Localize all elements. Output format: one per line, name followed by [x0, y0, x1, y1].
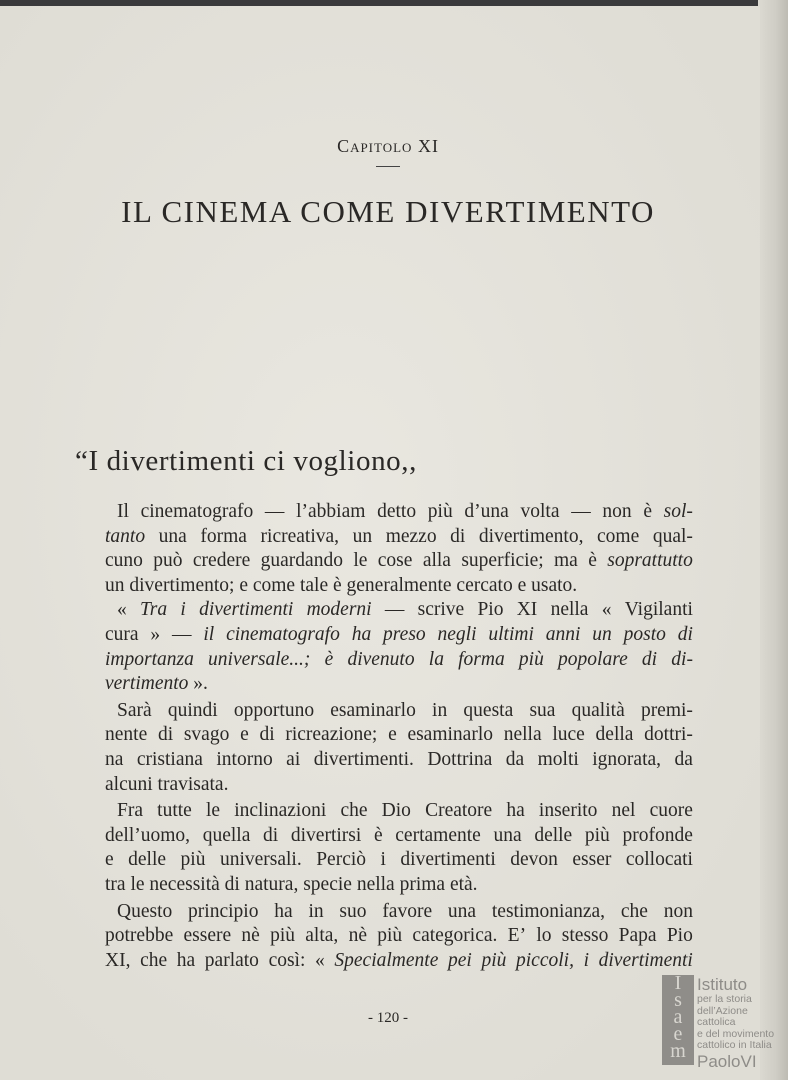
word: i: [380, 849, 386, 871]
text-line: [105, 873, 693, 898]
word: di: [224, 873, 245, 895]
word: da: [505, 748, 525, 770]
word: il: [203, 623, 215, 645]
text-line: [105, 672, 693, 697]
text-line: [105, 723, 693, 748]
word: —: [384, 599, 405, 621]
word: d’una: [464, 501, 509, 522]
word: dottri-: [644, 724, 693, 746]
watermark-line: dell’Azione cattolica: [697, 1004, 748, 1028]
word: come: [252, 574, 300, 596]
word: XI,: [105, 949, 131, 971]
word: una: [447, 900, 477, 922]
word: cinematografo: [140, 501, 254, 522]
word: l’abbiam: [296, 501, 366, 522]
word: e: [240, 724, 249, 746]
word: è: [588, 550, 597, 572]
word: categorica.: [412, 925, 498, 947]
word: ha: [506, 800, 525, 822]
word: Tra: [140, 599, 168, 621]
word: guardando: [260, 550, 343, 572]
word: nente: [105, 724, 148, 746]
word: che: [340, 800, 368, 822]
word: nella: [503, 724, 542, 746]
word: «: [601, 599, 612, 621]
word: generalmente: [346, 574, 457, 596]
word: anni: [545, 623, 581, 645]
word: ha: [274, 900, 293, 922]
word: di: [677, 623, 693, 645]
word: tale: [299, 574, 333, 596]
word: in: [432, 699, 448, 721]
word: soprattutto: [607, 550, 693, 572]
watermark-logo: [662, 972, 788, 1071]
word: un: [592, 623, 612, 645]
watermark-text: [697, 975, 788, 1071]
word: più: [427, 501, 453, 522]
word: e: [517, 574, 532, 596]
word: lo: [536, 925, 552, 947]
word: un: [105, 574, 130, 596]
word: può: [153, 550, 183, 572]
word: ai: [286, 748, 301, 770]
word: quindi: [167, 699, 218, 721]
word: »: [150, 623, 161, 645]
text-line: [105, 598, 693, 623]
word: e: [239, 574, 253, 596]
word: Dottrina: [427, 748, 493, 770]
word: credere: [192, 550, 251, 572]
word: divertirsi: [290, 824, 362, 846]
word: negli: [437, 623, 477, 645]
word: divertimenti: [400, 849, 496, 871]
word: e: [105, 849, 114, 871]
text-line: [105, 500, 693, 525]
word: più: [270, 925, 295, 947]
word: più: [481, 949, 507, 971]
word: stesso: [561, 925, 609, 947]
word: Pio: [666, 925, 693, 947]
word: «: [117, 599, 127, 621]
word: divenuto: [347, 648, 415, 670]
word: non: [602, 501, 632, 522]
text-line: [105, 900, 693, 925]
word: sua: [529, 699, 556, 721]
word: Papa: [618, 925, 657, 947]
word: certamente: [395, 824, 481, 846]
word: cura: [105, 623, 139, 645]
word: collocati: [625, 849, 693, 871]
word: essere: [183, 925, 232, 947]
isacem-mark: I s a e m: [662, 975, 694, 1065]
word: della: [595, 724, 634, 746]
word: che: [140, 949, 168, 971]
word: cristiana: [136, 748, 203, 770]
word: che: [620, 900, 648, 922]
word: parlato: [204, 949, 259, 971]
chapter-label: Capitolo XI: [337, 136, 439, 156]
word: premi-: [640, 699, 693, 721]
text-line: [105, 623, 693, 648]
word: di: [263, 824, 279, 846]
word: suo: [339, 900, 367, 922]
text-line: [105, 949, 693, 974]
word: «: [315, 949, 325, 971]
text-line: [105, 799, 693, 824]
word: ma: [554, 550, 578, 572]
word: cinematografo: [226, 623, 340, 645]
word: divertimento,: [478, 525, 584, 547]
word: ha: [176, 949, 196, 971]
word: è: [332, 574, 347, 596]
watermark-line: Istituto: [697, 975, 748, 994]
word: testimonianza,: [491, 900, 606, 922]
word: esaminarlo: [407, 724, 493, 746]
word: specie: [303, 873, 357, 895]
chapter-title: IL CINEMA COME DIVERTIMENTO: [121, 194, 655, 229]
word: ricreazione;: [285, 724, 378, 746]
word: è: [643, 501, 652, 522]
word: è: [373, 824, 383, 846]
word: una: [493, 824, 522, 846]
word: come: [597, 525, 640, 547]
word: la: [428, 648, 444, 670]
word: necessità: [149, 873, 225, 895]
word: alcuni: [105, 773, 158, 795]
word: dell’uomo,: [105, 824, 191, 846]
word: forma: [200, 525, 247, 547]
word: cuno: [105, 550, 143, 572]
word: favore: [382, 900, 433, 922]
text-line: [105, 924, 693, 949]
word: nella: [550, 599, 589, 621]
page-number: - 120 -: [368, 1010, 408, 1026]
word: Fra: [117, 800, 143, 822]
word: qualità: [571, 699, 625, 721]
word: na: [105, 748, 124, 770]
text-line: [105, 824, 693, 849]
word: moderni: [306, 599, 372, 621]
word: di-: [671, 648, 693, 670]
word: tanto: [105, 525, 146, 547]
word: sol-: [663, 501, 693, 522]
word: forma: [458, 648, 505, 670]
word: di: [157, 724, 174, 746]
word: tutte: [157, 800, 192, 822]
word: questa: [463, 699, 514, 721]
word: alta,: [305, 925, 339, 947]
word: Il: [117, 501, 129, 522]
word: e: [388, 724, 397, 746]
text-line: [105, 699, 693, 724]
word: divertimenti.: [313, 748, 414, 770]
word: ha: [351, 623, 372, 645]
word: età.: [449, 873, 483, 895]
word: cercato: [456, 574, 518, 596]
word: principio: [188, 900, 259, 922]
word: più: [377, 925, 403, 947]
word: non: [663, 900, 693, 922]
word: inclinazioni: [234, 800, 327, 822]
word: universali.: [219, 849, 302, 871]
text-line: [105, 574, 693, 599]
word: quella: [202, 824, 251, 846]
word: delle: [128, 849, 167, 871]
word: ignorata,: [592, 748, 662, 770]
chapter-divider: [376, 166, 400, 167]
word: Vigilanti: [624, 599, 693, 621]
word: —: [172, 623, 192, 645]
word: da: [674, 748, 693, 770]
word: più: [518, 648, 544, 670]
word: pei: [448, 949, 472, 971]
word: le: [130, 873, 150, 895]
word: è: [324, 648, 334, 670]
word: delle: [534, 824, 573, 846]
word: nel: [611, 800, 636, 822]
word: cuore: [649, 800, 693, 822]
watermark-line: PaoloVI: [697, 1051, 757, 1071]
word: profonde: [622, 824, 693, 846]
word: tra: [105, 873, 131, 895]
word: Questo: [117, 900, 173, 922]
word: posto: [623, 623, 666, 645]
section-heading: “I divertimenti ci vogliono,,: [75, 445, 417, 477]
word: mezzo: [385, 525, 437, 547]
word: potrebbe: [105, 925, 174, 947]
text-line: [105, 773, 693, 798]
word: —: [571, 501, 591, 522]
word: le: [205, 800, 221, 822]
word: le: [353, 550, 368, 572]
word: esaminarlo: [330, 699, 416, 721]
word: XI: [516, 599, 538, 621]
watermark-line: cattolico in Italia: [697, 1039, 772, 1051]
watermark-line: per la storia: [697, 993, 752, 1005]
word: più: [180, 849, 206, 871]
word: divertimenti: [199, 599, 294, 621]
word: Perciò: [316, 849, 367, 871]
word: di: [641, 648, 658, 670]
word: di: [259, 724, 275, 746]
word: superficie;: [461, 550, 544, 572]
page-right-edge: [758, 0, 788, 1080]
word: Sarà: [117, 699, 152, 721]
text-line: [105, 748, 693, 773]
word: luce: [552, 724, 585, 746]
word: natura,: [244, 873, 304, 895]
word: devon: [510, 849, 558, 871]
text-line: [105, 848, 693, 873]
word: preso: [383, 623, 426, 645]
word: volta: [520, 501, 560, 522]
word: ultimi: [488, 623, 534, 645]
word: travisata.: [157, 773, 234, 795]
word: E’: [507, 925, 527, 947]
body-text: [105, 500, 693, 973]
word: cose: [377, 550, 413, 572]
word: Pio: [477, 599, 504, 621]
word: Specialmente: [334, 949, 439, 971]
word: i: [180, 599, 186, 621]
word: esser: [572, 849, 612, 871]
word: di: [450, 525, 466, 547]
word: in: [308, 900, 324, 922]
word: divertimenti: [598, 949, 693, 971]
word: nella: [356, 873, 400, 895]
word: prima: [399, 873, 450, 895]
word: inserito: [538, 800, 598, 822]
word: ».: [193, 673, 213, 695]
watermark-line: e del movimento: [697, 1027, 775, 1040]
word: intorno: [216, 748, 273, 770]
word: una: [158, 525, 187, 547]
word: molti: [537, 748, 579, 770]
word: più: [584, 824, 610, 846]
word: ricreativa,: [260, 525, 340, 547]
word: qual-: [652, 525, 693, 547]
text-line: [105, 525, 693, 550]
word: svago: [183, 724, 230, 746]
word: nè: [241, 925, 260, 947]
word: —: [264, 501, 285, 522]
word: alla: [422, 550, 451, 572]
word: importanza: [105, 648, 194, 670]
word: vertimento: [105, 673, 194, 695]
word: scrive: [417, 599, 465, 621]
word: detto: [377, 501, 417, 522]
word: usato.: [531, 574, 583, 596]
word: Dio: [381, 800, 411, 822]
word: così:: [268, 949, 306, 971]
text-line: [105, 648, 693, 673]
word: Creatore: [425, 800, 493, 822]
word: i: [583, 949, 589, 971]
word: un: [352, 525, 373, 547]
word: divertimento;: [129, 574, 240, 596]
word: universale...;: [208, 648, 311, 670]
text-line: [105, 549, 693, 574]
word: piccoli,: [516, 949, 574, 971]
word: opportuno: [233, 699, 315, 721]
word: nè: [348, 925, 367, 947]
word: popolare: [558, 648, 628, 670]
